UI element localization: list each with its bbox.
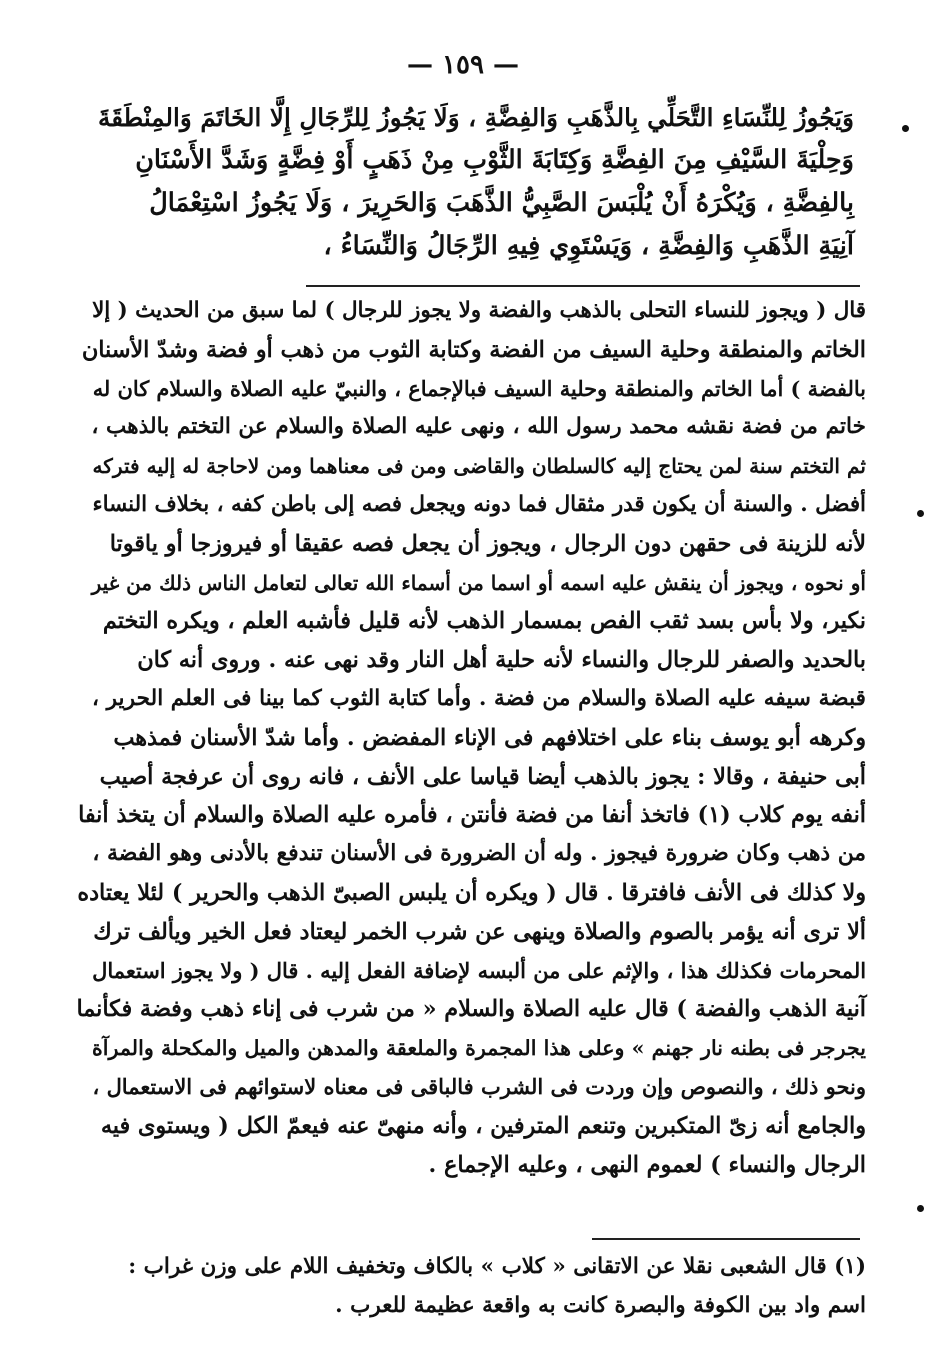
commentary-line: بالحديد والصفر للرجال والنساء لأنه حلية أهل النار وقد نهى عنه . وروى أنه كان [137,647,866,674]
page-number: — ١٥٩ — [406,50,520,80]
footnote-line: (١) قال الشعبى نقلا عن الاتقانى « كلاب » بالكاف وتخفيف اللام على وزن غراب : [128,1254,866,1279]
commentary-line: يجرجر فى بطنه نار جهنم » وعلى هذا المجمرة والملعقة والمدهن والميل والمكحلة والمرآة [92,1036,866,1061]
commentary-line: المحرمات فكذلك هذا ، والإثم على من ألبسه لإضافة الفعل إليه . قال ( ولا يجوز استعمال [92,957,866,983]
footnote [76,1247,866,1325]
commentary-line: والجامع أنه زىّ المتكبرين وتنعم المترفين ، وأنه منهىّ عنه فيعمّ الكل ( ويستوى فيه [100,1112,866,1139]
commentary-line: ولا كذلك فى الأنف فافترقا . قال ( ويكره أن يلبس الصبىّ الذهب والحرير ) لئلا يعتاده [77,879,866,906]
commentary-line: أنفه يوم كلاب (١) فاتخذ أنفا من فضة فأنتن ، فأمره عليه الصلاة والسلام أن يتخذ أنفا [78,802,866,829]
commentary-line: الرجال والنساء ) لعموم النهى ، وعليه الإجماع . [428,1151,866,1178]
footnote-divider [592,1238,860,1240]
margin-mark [917,510,924,517]
margin-mark [902,125,909,132]
commentary-text [76,292,866,1184]
main-text-line: وَيَجُوزُ لِلنِّسَاءِ التَّحَلِّي بِالذَّهَبِ وَالفِضَّةِ ، وَلَا يَجُوزُ لِلرِّجَالِ إِلَّا الخَاتَمَ وَالمِنْطَقَةَ [98,103,854,132]
commentary-line: قال ( ويجوز للنساء التحلى بالذهب والفضة ولا يجوز للرجال ) لما سبق من الحديث ( إلا [92,298,866,323]
commentary-line: ألا ترى أنه يؤمر بالصوم والصلاة وينهى عن شرب الخمر ليعتاد فعل الخير ويألف ترك [93,918,866,945]
commentary-line: بالفضة ) أما الخاتم والمنطقة وحلية السيف فبالإجماع ، والنبيّ عليه الصلاة والسلام كان له [92,375,866,401]
margin-mark [917,1205,924,1212]
commentary-line: أو نحوه ، ويجوز أن ينقش عليه اسمه أو اسما من أسماء الله تعالى لتعامل الناس ذلك من غير [91,570,866,595]
commentary-line: وكرهه أبو يوسف بناء على اختلافهم فى الإناء المفضض . وأما شدّ الأسنان فمذهب [113,724,866,751]
commentary-line: نكير، ولا بأس بسد ثقب الفص بمسمار الذهب لأنه قليل فأشبه العلم ، ويكره التختم [102,608,866,635]
main-text [82,96,854,268]
commentary-line: خاتم من فضة نقشه محمد رسول الله ، ونهى عليه الصلاة والسلام عن التختم بالذهب ، [91,414,866,440]
main-text-line: وَحِلْيَةَ السَّيْفِ مِنَ الفِضَّةِ وَكِتَابَةَ الثَّوْبِ مِنْ ذَهَبٍ أَوْ فِضَّةٍ وَشَدَّ الأَسْنَانِ [135,145,854,175]
commentary-line: ثم التختم سنة لمن يحتاج إليه كالسلطان والقاضى ومن فى معناهما ومن لاحاجة له إليه فتركه [92,454,866,479]
footnote-line: اسم واد بين الكوفة والبصرة كانت به واقعة عظيمة للعرب . [335,1293,866,1318]
main-text-line: بِالفِضَّةِ ، وَيُكْرَهُ أَنْ يُلْبَسَ الصَّبِيُّ الذَّهَبَ وَالحَرِيرَ ، وَلَا يَجُوزُ اسْتِعْمَالُ [149,188,854,218]
commentary-line: قبضة سيفه عليه الصلاة والسلام من فضة . وأما كتابة الثوب كما بينا فى العلم الحرير ، [92,685,866,711]
commentary-line: من ذهب وكان ضرورة فيجوز . وله أن الضرورة فى الأسنان تندفع بالأدنى وهو الفضة ، [92,841,866,867]
commentary-line: أبى حنيفة ، وقالا : يجوز بالذهب أيضا قياسا على الأنف ، فانه روى أن عرفجة أصيب [99,763,866,790]
commentary-line: لأنه للزينة فى حقهن دون الرجال ، ويجوز أن يجعل فصه عقيقا أو فيروزجا أو ياقوتا [109,530,866,557]
commentary-line: الخاتم والمنطقة وحلية السيف من الفضة وكتابة الثوب من ذهب أو فضة وشدّ الأسنان [81,336,866,363]
main-text-line: آنِيَةِ الذَّهَبِ وَالفِضَّةِ ، وَيَسْتَوِي فِيهِ الرِّجَالُ وَالنِّسَاءُ ، [323,231,854,261]
commentary-line: ونحو ذلك ، والنصوص وإن وردت فى الشرب فالباقى فى معناه لاستوائهم فى الاستعمال ، [92,1073,866,1099]
commentary-line: آنية الذهب والفضة ) قال عليه الصلاة والسلام « من شرب فى إناء ذهب وفضة فكأنما [76,996,866,1023]
section-divider [306,285,860,287]
commentary-line: أفضل . والسنة أن يكون قدر مثقال فما دونه ويجعل فصه إلى باطن كفه ، بخلاف النساء [92,491,866,517]
